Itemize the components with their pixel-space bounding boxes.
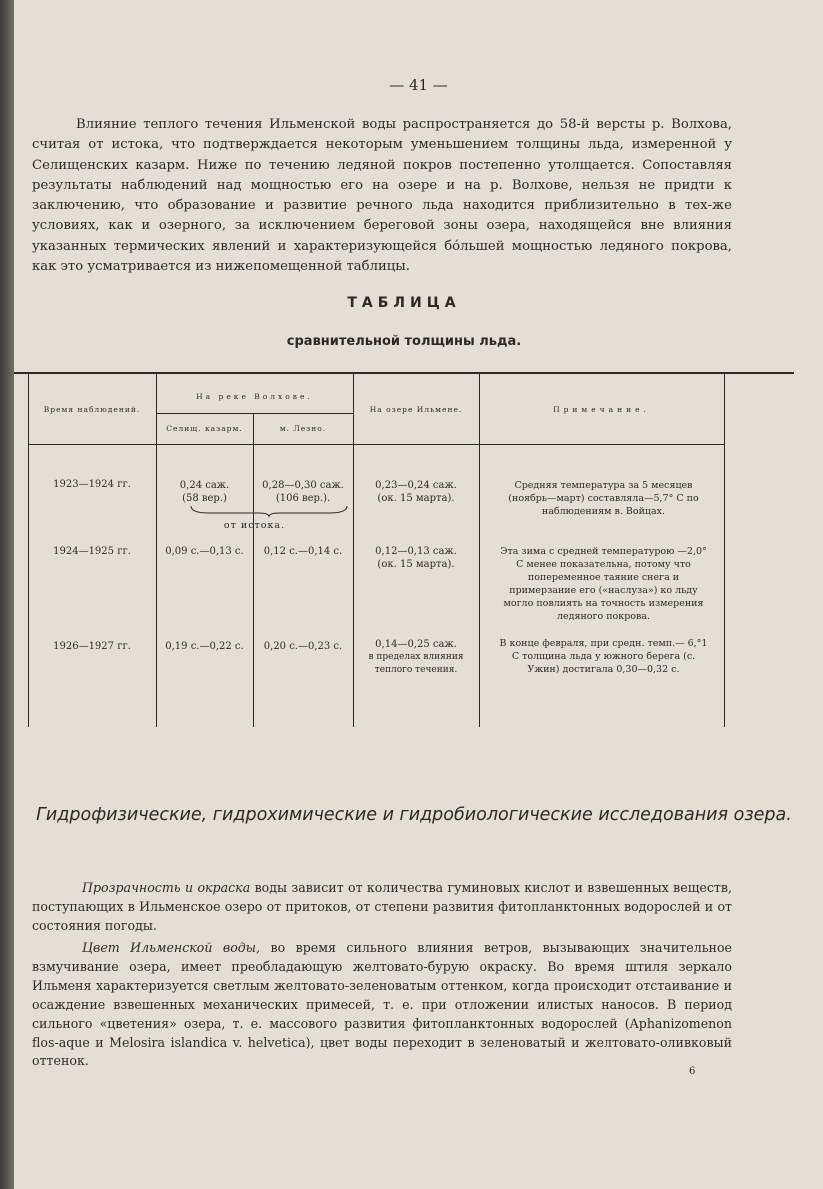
header-time: Время наблюдений. [43,405,141,414]
row1-lake-date: (ок. 15 марта). [377,493,455,504]
table-vline [479,374,480,727]
row3-period: 1926—1927 гг. [53,641,131,652]
document-page [14,0,823,1189]
row3-selishch-value: 0,19 с.—0,22 с. [165,641,244,652]
row3-lezno-value: 0,20 с.—0,23 с. [263,641,343,652]
row1-note: Средняя температура за 5 месяцев (ноябрь—март) составляла—5,7° С по наблюдениям в. Войцах. [508,480,699,517]
row2-lake-value: 0,12—0,13 саж. [375,546,457,557]
row3-lake-note: в пределах влияния теплого течения. [368,652,464,675]
table-brace [189,504,349,518]
row1-selishch-value: 0,24 саж. [179,480,230,491]
row2-period: 1924—1925 гг. [53,546,131,557]
header-selishch: Селищ. казарм. [166,424,243,433]
row2-note: Эта зима с средней температурою —2,0° С менее показательна, потому что попеременное таяние снега и примерзание его («наслуза») ко льду могло повлиять на точность измерения ледяного покрова. [500,546,707,622]
table-title: ТАБЛИЦА [347,295,461,311]
water-color-term: Цвет Ильменской воды, [82,940,261,955]
table-vline [724,374,725,727]
header-lezno: м. Лезно. [279,424,327,433]
water-color-text: во время сильного влияния ветров, вызывающих значительное взмучивание озера, имеет преобладающую желтовато-бурую окраску. Во время штиля зеркало Ильменя характеризуется светлым желтовато-зеленоватым оттенком, когда происходит отстаивание и осаждение взвешенных механических примесей, т. е. при отложении илистых наносов. В период сильного «цветения» озера, т. е. массового развития фитопланктонных водорослей (Aphanizomenon flos-aque и Melosira islandica v. helvetica), цвет воды переходит в зеленоватый и желтовато-оливковый оттенок. [32,940,732,1069]
table-subheader-rule [156,413,353,414]
header-notes: Примечание. [553,405,650,414]
table-vline [253,413,254,727]
row1-period: 1923—1924 гг. [53,479,131,490]
row1-lezno-value: 0,28—0,30 саж. [262,480,344,491]
intro-paragraph: Влияние теплого течения Ильменской воды распространяется до 58-й версты р. Волхова, считая от истока, что подтверждается некоторым уменьшением толщины льда, измеренной у Селищенских казарм. Ниже по течению ледяной покров постепенно утолщается. Сопоставляя результаты наблюдений над мощностью его на озере и на р. Волхове, нельзя не придти к заключению, что образование и развитие речного льда находится приблизительно в тех-же условиях, как и озерного, за исключением береговой зоны озера, находящейся вне влияния указанных термических явлений и характеризующейся бо́льшей мощностью ледяного покрова, как это усматривается из нижепомещенной таблицы. [32,117,732,275]
transparency-paragraph [32,879,732,936]
header-river: На реке Волхове. [196,392,313,401]
water-color-paragraph [32,939,732,1071]
table-top-rule [14,372,794,374]
table-header-rule [28,444,724,445]
row1-lezno-verst: (106 вер.). [275,493,331,504]
page-number: — 41 — [389,76,448,94]
transparency-text: воды зависит от количества гуминовых кислот и взвешенных веществ, поступающих в Ильменское озеро от притоков, от степени развития фитопланктонных водорослей и от состояния погоды. [32,880,732,933]
row2-lezno-value: 0,12 с.—0,14 с. [263,546,343,557]
signature-mark: 6 [689,1066,696,1077]
transparency-term: Прозрачность и окраска [82,880,251,895]
header-lake: На озере Ильмене. [369,405,463,414]
from-source-label: от истока. [223,520,286,531]
table-subtitle: сравнительной толщины льда. [286,334,522,349]
row3-note: В конце февраля, при средн. темп.— 6,°1 С толщина льда у южного берега (с. Ужин) достигала 0,30—0,32 с. [499,638,708,675]
row2-lake-date: (ок. 15 марта). [377,559,455,570]
row3-lake-value: 0,14—0,25 саж. [375,639,457,650]
section-heading: Гидрофизические, гидрохимические и гидробиологические исследования озера. [36,805,792,825]
row1-selishch-verst: (58 вер.) [182,493,227,504]
row2-selishch-value: 0,09 с.—0,13 с. [165,546,244,557]
row1-lake-value: 0,23—0,24 саж. [375,480,457,491]
